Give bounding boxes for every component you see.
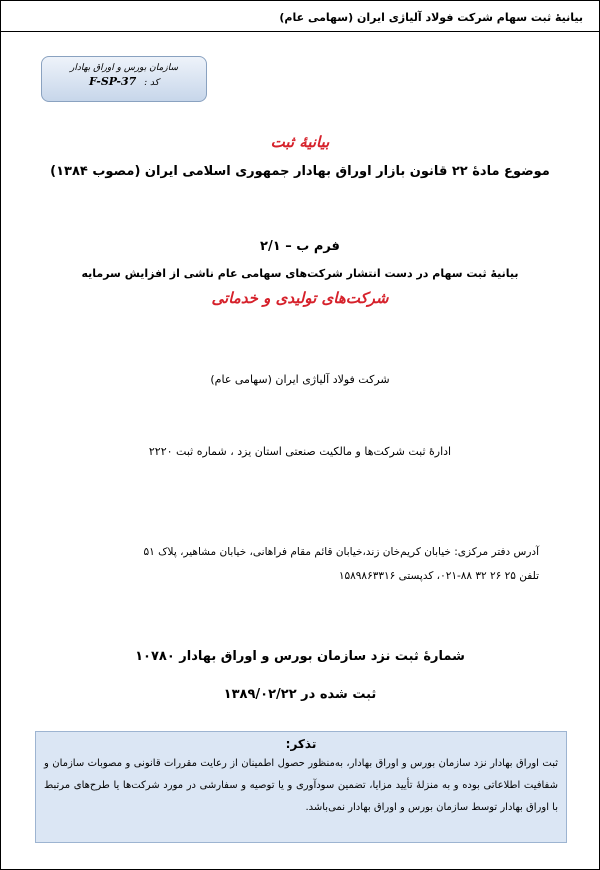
company-phone: تلفن ۲۵ ۲۶ ۳۲ ۸۸-۰۲۱، کدپستی ۱۵۸۹۸۶۳۳۱۶ [338,570,539,582]
code-box [41,56,207,102]
code-box-org: سازمان بورس و اوراق بهادار [69,63,178,73]
company-registry: ادارهٔ ثبت شرکت‌ها و مالکیت صنعتی استان یزد ، شماره ثبت ۲۲۲۰ [148,445,452,458]
code-value: F-SP-37 [88,75,137,88]
disclaimer-body: ثبت اوراق بهادار نزد سازمان بورس و اوراق بهادار، به‌منظور حصول اطمینان از رعایت مقررات قانونی و مصوبات سازمان و شفافیت اطلاعاتی بوده و به منزلهٔ تأیید مزایا، تضمین سودآوری و یا توصیه و سفارشی در مورد شرکت‌ها یا طرح‌های مرتبط با اوراق بهادار توسط سازمان بورس و اوراق بهادار نمی‌باشد. [44,758,558,813]
disclaimer-title: تذکر: [285,737,317,751]
page-subtitle: موضوع مادهٔ ۲۲ قانون بازار اوراق بهادار جمهوری اسلامی ایران (مصوب ۱۳۸۴) [50,164,550,179]
code-label: کد : [144,78,160,88]
registration-number: شمارهٔ ثبت نزد سازمان بورس و اوراق بهادار ۱۰۷۸۰ [135,649,465,664]
company-name: شرکت فولاد آلیاژی ایران (سهامی عام) [210,373,390,386]
page-title: بیانیهٔ ثبت [270,133,330,151]
form-description: بیانیهٔ ثبت سهام در دست انتشار شرکت‌های سهامی عام ناشی از افزایش سرمایه [81,267,519,280]
code-box-code-line [42,75,206,88]
company-address: آدرس دفتر مرکزی: خیابان کریم‌خان زند،خیابان قائم مقام فراهانی، خیابان مشاهیر، پلاک ۵۱ [143,546,539,558]
disclaimer-box [35,731,567,843]
form-category: شرکت‌های تولیدی و خدماتی [211,289,389,307]
page-header: بیانیهٔ ثبت سهام شرکت فولاد آلیاژی ایران (سهامی عام) [279,11,583,24]
header-divider [1,31,599,32]
form-number: فرم ب – ۲/۱ [260,239,340,254]
registration-date: ثبت شده در ۱۳۸۹/۰۲/۲۲ [223,687,377,702]
